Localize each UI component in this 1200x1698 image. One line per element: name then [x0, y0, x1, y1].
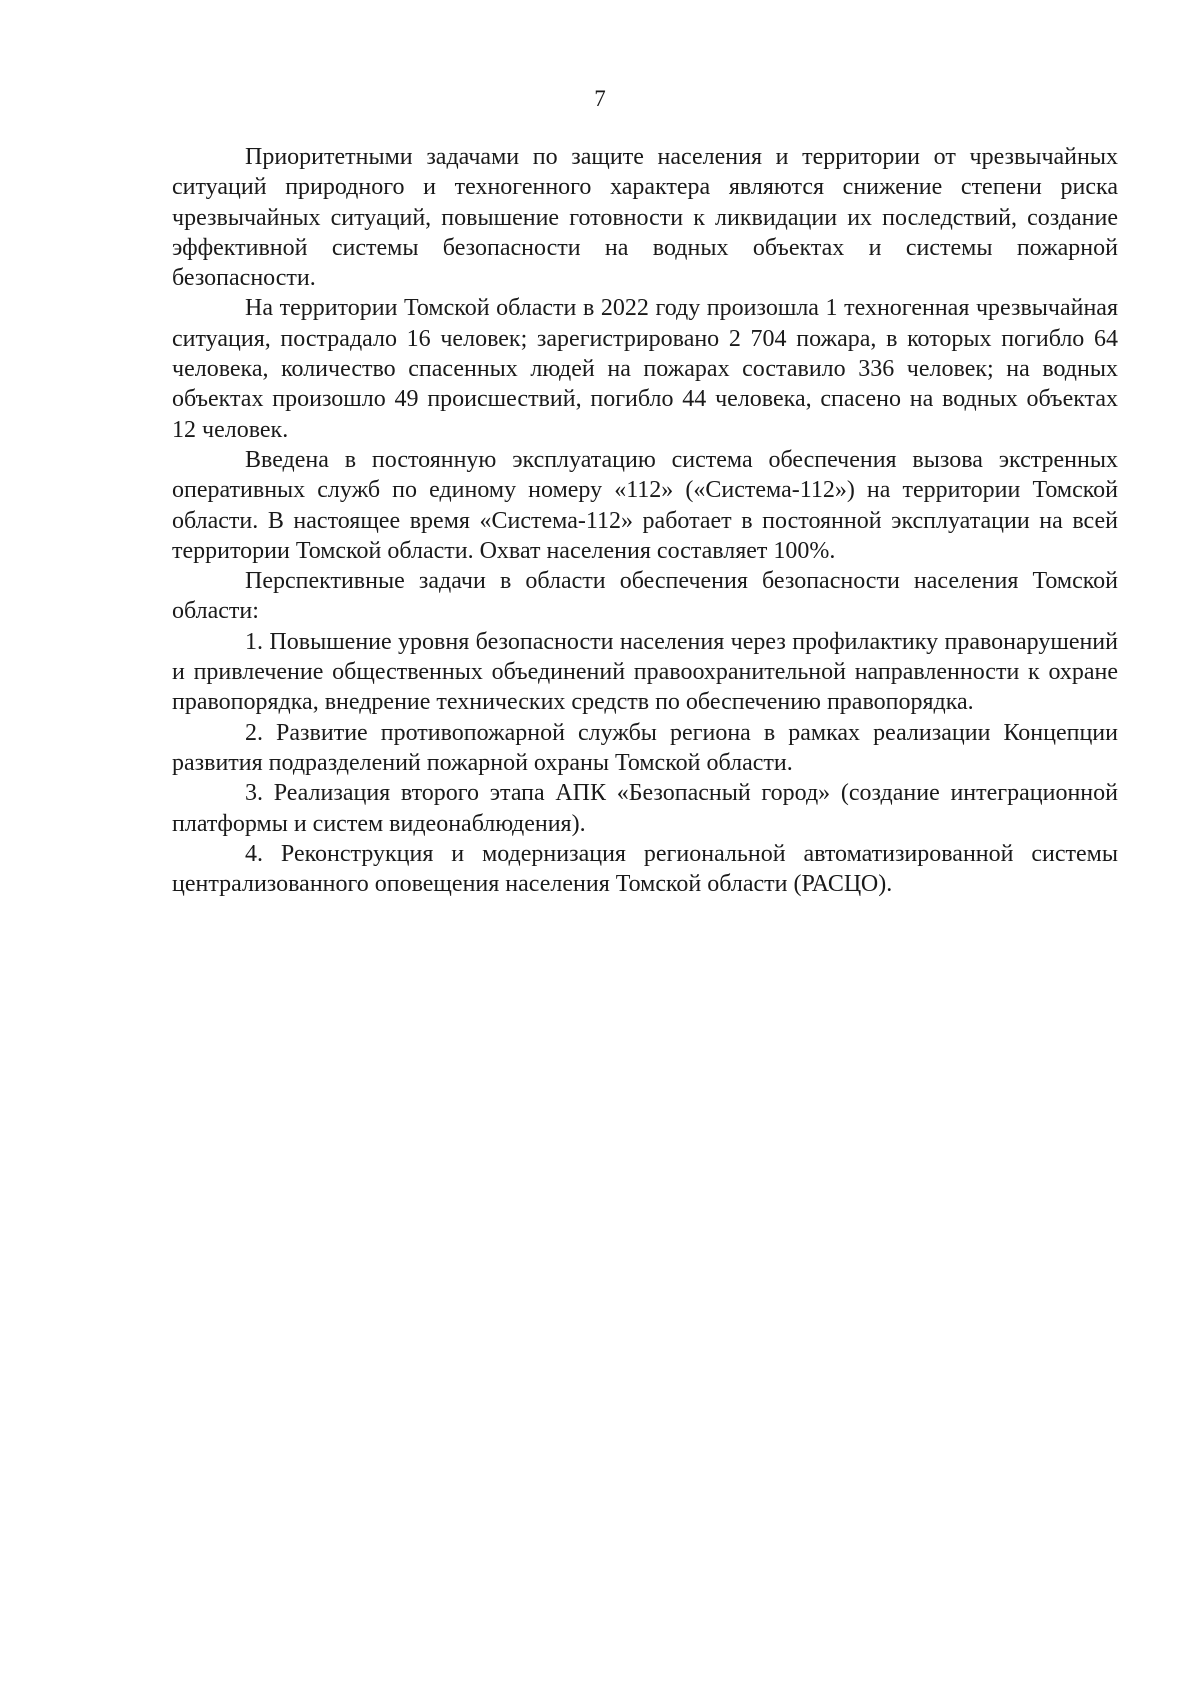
paragraph-perspective-tasks-intro: Перспективные задачи в области обеспечения безопасности населения Томской области:: [172, 568, 1118, 625]
document-body: [172, 142, 1118, 899]
page-number: 7: [594, 86, 606, 111]
paragraph-priority-tasks: Приоритетными задачами по защите населения и территории от чрезвычайных ситуаций природного и техногенного характера являются снижение степени риска чрезвычайных ситуаций, повышение готовности к ликвидации их последствий, создание эффективной системы безопасности на водных объектах и системы пожарной безопасности.: [172, 144, 1118, 292]
list-item-1: 1. Повышение уровня безопасности населения через профилактику правонарушений и привлечение общественных объединений правоохранительной направленности к охране правопорядка, внедрение технических средств по обеспечению правопорядка.: [172, 628, 1118, 716]
list-item-4: 4. Реконструкция и модернизация региональной автоматизированной системы централизованного оповещения населения Томской области (РАСЦО).: [172, 840, 1118, 898]
paragraph-statistics-2022: На территории Томской области в 2022 году произошла 1 техногенная чрезвычайная ситуация, пострадало 16 человек; зарегистрировано 2 704 пожара, в которых погибло 64 человека, количество спасенных людей на пожарах составило 336 человек; на водных объектах произошло 49 происшествий, погибло 44 человека, спасено на водных объектах 12 человек.: [172, 295, 1118, 443]
paragraph-system-112: Введена в постоянную эксплуатацию система обеспечения вызова экстренных оперативных служб по единому номеру «112» («Система-112») на территории Томской области. В настоящее время «Система-112» работает в постоянной эксплуатации на всей территории Томской области. Охват населения составляет 100%.: [172, 446, 1118, 564]
list-item-2: 2. Развитие противопожарной службы региона в рамках реализации Концепции развития подразделений пожарной охраны Томской области.: [172, 719, 1118, 776]
list-item-3: 3. Реализация второго этапа АПК «Безопасный город» (создание интеграционной платформы и систем видеонаблюдения).: [172, 780, 1118, 837]
